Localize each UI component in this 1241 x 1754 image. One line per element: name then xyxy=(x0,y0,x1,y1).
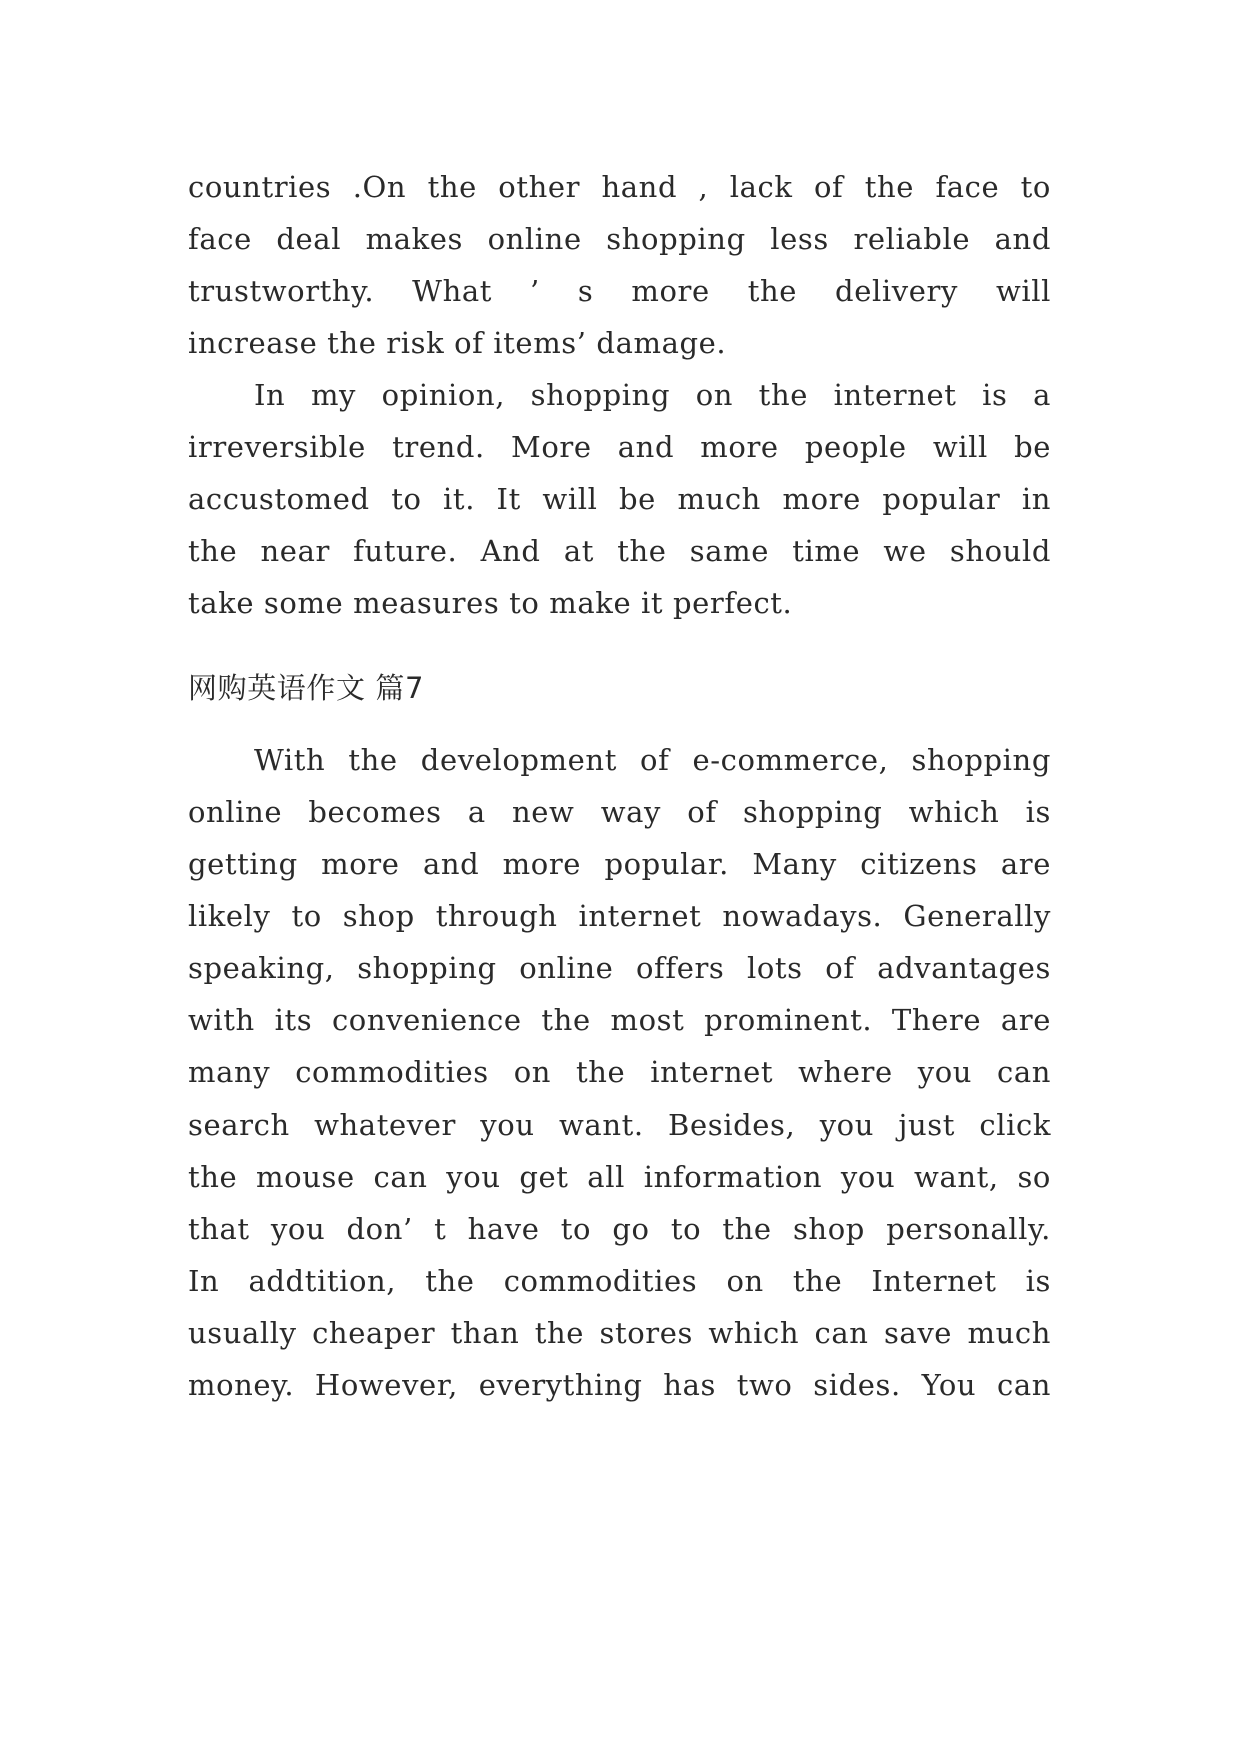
text-line: In my opinion, shopping on the internet is a xyxy=(254,378,1051,412)
text-line: usually cheaper than the stores which can save much xyxy=(188,1316,1051,1350)
text-line: with its convenience the most prominent. There are xyxy=(188,1003,1051,1037)
text-line: trustworthy. What ’ s more the delivery will xyxy=(188,274,1051,308)
text-line: irreversible trend. More and more people will be xyxy=(188,430,1051,464)
text-line: With the development of e-commerce, shopping xyxy=(254,743,1051,777)
text-line: In addtition, the commodities on the Internet is xyxy=(188,1264,1051,1298)
text-line: speaking, shopping online offers lots of advantages xyxy=(188,951,1051,985)
text-line: countries .On the other hand , lack of the face to xyxy=(188,170,1051,204)
text-line: increase the risk of items’ damage. xyxy=(188,326,727,360)
text-line: take some measures to make it perfect. xyxy=(188,586,793,620)
text-line: many commodities on the internet where you can xyxy=(188,1055,1051,1089)
section-heading: 网购英语作文 篇7 xyxy=(188,671,425,705)
text-line: search whatever you want. Besides, you just click xyxy=(188,1108,1051,1142)
text-line: getting more and more popular. Many citizens are xyxy=(188,847,1051,881)
text-line: likely to shop through internet nowadays. Generally xyxy=(188,899,1051,933)
text-line: accustomed to it. It will be much more popular in xyxy=(188,482,1051,516)
text-line: the mouse can you get all information you want, so xyxy=(188,1160,1051,1194)
text-line: face deal makes online shopping less reliable and xyxy=(188,222,1051,256)
text-line: online becomes a new way of shopping which is xyxy=(188,795,1051,829)
text-line: that you don’ t have to go to the shop personally. xyxy=(188,1212,1051,1246)
text-line: money. However, everything has two sides. You can xyxy=(188,1368,1051,1402)
text-line: the near future. And at the same time we should xyxy=(188,534,1051,568)
